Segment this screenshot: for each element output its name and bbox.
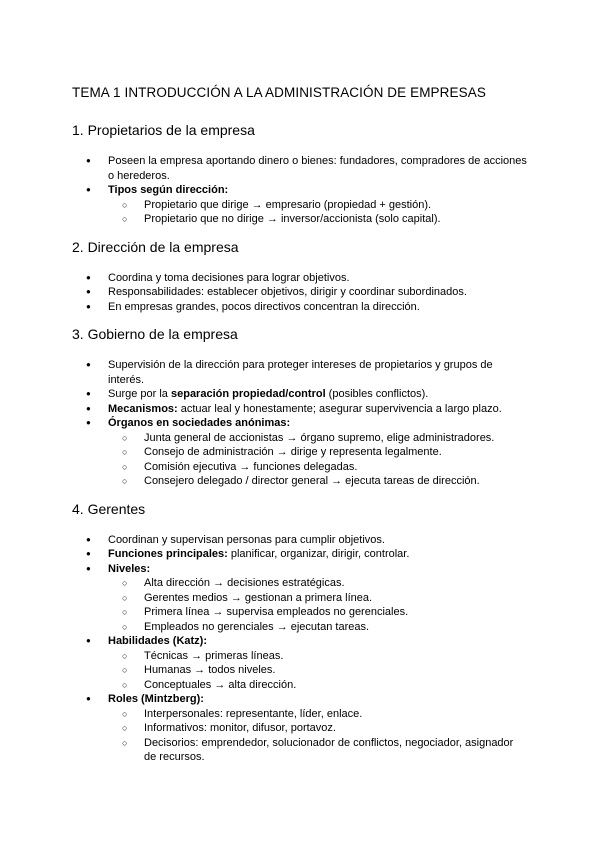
sub-list-item: ○ Propietario que no dirige → inversor/accionista (solo capital). (108, 212, 528, 227)
list-item: ● Coordina y toma decisiones para lograr objetivos. (72, 271, 528, 286)
text-span: Surge por la (108, 388, 171, 400)
sub-list-item: ○ Comisión ejecutiva → funciones delegadas. (108, 460, 528, 475)
section-propietarios (72, 120, 528, 227)
list-item (72, 634, 528, 692)
list-item: ● Responsabilidades: establecer objetivos, dirigir y coordinar subordinados. (72, 285, 528, 300)
list-item (72, 547, 528, 562)
bold-label: Niveles: (108, 562, 151, 575)
text-span: planificar, organizar, dirigir, controlar. (227, 548, 410, 560)
section-heading: 3. Gobierno de la empresa (72, 326, 238, 342)
sub-list-item: ○ Gerentes medios → gestionan a primera línea. (108, 591, 528, 606)
sub-list-item: ○ Informativos: monitor, difusor, portavoz. (108, 721, 528, 736)
sub-list-item: ○ Conceptuales → alta dirección. (108, 678, 528, 693)
bullet-list (72, 533, 528, 765)
sub-list-item: ○ Propietario que dirige → empresario (propiedad + gestión). (108, 198, 528, 213)
bullet-list (72, 358, 528, 489)
sub-list (108, 576, 528, 634)
section-heading: 2. Dirección de la empresa (72, 238, 239, 255)
sub-list-item: ○ Técnicas → primeras líneas. (108, 649, 528, 664)
text-span: (posibles conflictos). (325, 388, 429, 400)
list-item: ● En empresas grandes, pocos directivos concentran la dirección. (72, 300, 528, 315)
bold-label: Tipos según dirección: (108, 184, 229, 196)
bullet-list (72, 271, 528, 315)
sub-list (108, 431, 528, 489)
section-heading: 1. Propietarios de la empresa (72, 122, 255, 138)
sub-list-item: ○ Junta general de accionistas → órgano supremo, elige administradores. (108, 431, 528, 446)
list-item (72, 183, 528, 227)
bold-label: Órganos en sociedades anónimas: (108, 417, 291, 429)
bullet-list (72, 154, 528, 227)
document-title: TEMA 1 INTRODUCCIÓN A LA ADMINISTRACIÓN DE EMPRESAS (72, 85, 486, 100)
list-item (72, 416, 528, 489)
section-gobierno (72, 324, 528, 489)
bold-label: Mecanismos: (108, 402, 178, 415)
list-item (72, 402, 528, 417)
list-item: ● Poseen la empresa aportando dinero o bienes: fundadores, compradores de acciones o herederos. (72, 154, 528, 183)
section-direccion (72, 237, 528, 315)
document-page (72, 84, 528, 775)
sub-list-item: ○ Primera línea → supervisa empleados no gerenciales. (108, 605, 528, 620)
sub-list (108, 198, 528, 227)
list-item (72, 562, 528, 635)
sub-list-item: ○ Decisorios: emprendedor, solucionador de conflictos, negociador, asignador de recursos. (108, 736, 528, 765)
list-item: ● Coordinan y supervisan personas para cumplir objetivos. (72, 533, 528, 548)
bold-label: separación propiedad/control (170, 388, 326, 400)
sub-list-item: ○ Consejo de administración → dirige y representa legalmente. (108, 445, 528, 460)
sub-list-item: ○ Interpersonales: representante, líder, enlace. (108, 707, 528, 722)
text-span: actuar leal y honestamente; asegurar supervivencia a largo plazo. (177, 402, 502, 415)
section-heading: 4. Gerentes (72, 500, 146, 517)
sub-list (108, 649, 528, 693)
list-item: ● Supervisión de la dirección para proteger intereses de propietarios y grupos de interés. (72, 358, 528, 387)
sub-list-item: ○ Humanas → todos niveles. (108, 663, 528, 678)
bold-label: Roles (Mintzberg): (108, 693, 204, 705)
sub-list-item: ○ Empleados no gerenciales → ejecutan tareas. (108, 620, 528, 635)
sub-list-item: ○ Alta dirección → decisiones estratégicas. (108, 576, 528, 591)
sub-list (108, 707, 528, 765)
bold-label: Habilidades (Katz): (108, 635, 208, 647)
list-item (72, 387, 528, 402)
sub-list-item: ○ Consejero delegado / director general → ejecuta tareas de dirección. (108, 474, 528, 489)
section-gerentes (72, 499, 528, 765)
list-item (72, 692, 528, 765)
bold-label: Funciones principales: (108, 548, 228, 560)
